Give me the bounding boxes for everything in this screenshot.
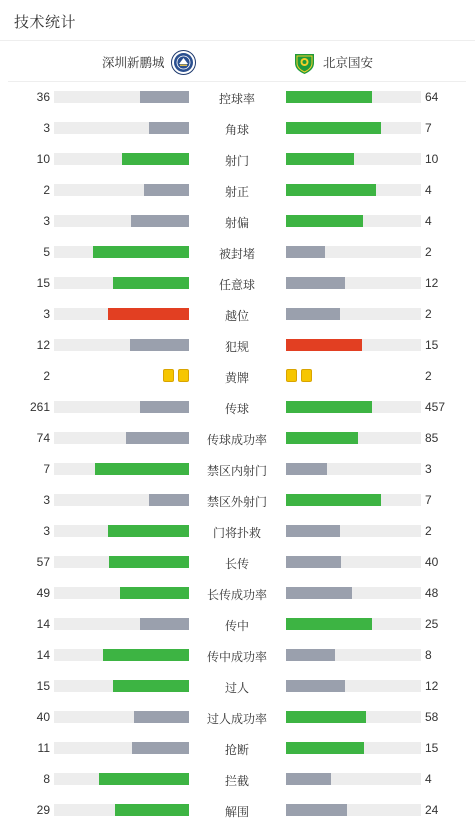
home-stat-bar-fill bbox=[109, 556, 189, 568]
away-stat-bar-fill bbox=[286, 494, 381, 506]
home-stat-bar-fill bbox=[122, 153, 190, 165]
home-stat-value: 5 bbox=[43, 245, 50, 259]
away-stat-bar-fill bbox=[286, 215, 363, 227]
stat-label: 角球 bbox=[224, 123, 249, 137]
home-stat-value: 3 bbox=[43, 121, 50, 135]
away-stat-bar-fill bbox=[286, 773, 331, 785]
stat-row bbox=[0, 206, 475, 237]
home-stat-bar bbox=[54, 556, 189, 568]
away-yellow-cards bbox=[286, 369, 312, 382]
stat-row bbox=[0, 237, 475, 268]
stat-label: 传球成功率 bbox=[206, 433, 267, 447]
stat-row bbox=[0, 113, 475, 144]
home-stat-value: 3 bbox=[43, 307, 50, 321]
stat-row bbox=[0, 454, 475, 485]
stat-label: 黄牌 bbox=[224, 371, 249, 385]
home-stat-bar-fill bbox=[103, 649, 189, 661]
away-stat-value: 10 bbox=[425, 152, 439, 166]
away-stat-value: 85 bbox=[425, 431, 439, 445]
stat-label: 禁区外射门 bbox=[206, 495, 267, 509]
away-stat-value: 8 bbox=[425, 648, 432, 662]
home-stat-value: 15 bbox=[36, 679, 50, 693]
stat-label: 过人 bbox=[224, 681, 249, 695]
home-stat-bar-fill bbox=[115, 804, 189, 816]
away-stat-bar-fill bbox=[286, 556, 341, 568]
home-stat-value: 40 bbox=[36, 710, 50, 724]
stat-row bbox=[0, 795, 475, 826]
away-stat-bar-fill bbox=[286, 618, 372, 630]
stat-label: 任意球 bbox=[218, 278, 255, 292]
home-stat-bar-fill bbox=[108, 308, 189, 320]
away-stat-bar bbox=[286, 587, 421, 599]
home-stat-bar bbox=[54, 184, 189, 196]
away-stat-value: 2 bbox=[425, 369, 432, 383]
away-stat-bar bbox=[286, 773, 421, 785]
stat-label: 射偏 bbox=[224, 216, 249, 230]
away-stat-value: 64 bbox=[425, 90, 439, 104]
stat-row bbox=[0, 423, 475, 454]
away-stat-bar-fill bbox=[286, 680, 345, 692]
away-stat-value: 40 bbox=[425, 555, 439, 569]
away-stat-value: 24 bbox=[425, 803, 439, 817]
home-stat-bar bbox=[54, 463, 189, 475]
away-stat-bar-fill bbox=[286, 91, 372, 103]
shenzhen-crest-icon bbox=[171, 50, 196, 75]
home-team[interactable] bbox=[102, 49, 196, 75]
away-stat-value: 457 bbox=[425, 400, 446, 414]
stat-row bbox=[0, 268, 475, 299]
away-stat-bar bbox=[286, 556, 421, 568]
stat-label: 越位 bbox=[224, 309, 249, 323]
home-stat-bar bbox=[54, 494, 189, 506]
stat-row bbox=[0, 578, 475, 609]
home-stat-value: 10 bbox=[36, 152, 50, 166]
away-stat-bar bbox=[286, 401, 421, 413]
stat-label: 被封堵 bbox=[218, 247, 255, 261]
away-stat-value: 25 bbox=[425, 617, 439, 631]
home-stat-bar-fill bbox=[140, 401, 189, 413]
away-stat-bar bbox=[286, 618, 421, 630]
away-stat-value: 15 bbox=[425, 741, 439, 755]
away-stat-bar bbox=[286, 122, 421, 134]
stat-row bbox=[0, 144, 475, 175]
home-stat-value: 49 bbox=[36, 586, 50, 600]
home-stat-value: 12 bbox=[36, 338, 50, 352]
away-stat-bar bbox=[286, 277, 421, 289]
stat-label: 抢断 bbox=[224, 743, 249, 757]
home-stat-value: 2 bbox=[43, 183, 50, 197]
home-stat-value: 11 bbox=[37, 741, 50, 755]
stat-row bbox=[0, 764, 475, 795]
stat-row bbox=[0, 330, 475, 361]
away-team[interactable] bbox=[292, 49, 373, 75]
away-stat-bar bbox=[286, 804, 421, 816]
home-stat-value: 8 bbox=[43, 772, 50, 786]
team-header bbox=[8, 41, 466, 82]
home-stat-bar-fill bbox=[131, 215, 189, 227]
away-stat-bar bbox=[286, 246, 421, 258]
home-stat-bar bbox=[54, 153, 189, 165]
away-stat-bar-fill bbox=[286, 339, 362, 351]
away-stat-bar bbox=[286, 494, 421, 506]
home-stat-bar-fill bbox=[99, 773, 189, 785]
stat-row bbox=[0, 485, 475, 516]
home-stat-value: 29 bbox=[36, 803, 50, 817]
away-stat-bar bbox=[286, 711, 421, 723]
away-stat-bar bbox=[286, 742, 421, 754]
away-stat-value: 2 bbox=[425, 307, 432, 321]
home-stat-bar bbox=[54, 525, 189, 537]
away-stat-bar-fill bbox=[286, 401, 372, 413]
stat-row bbox=[0, 361, 475, 392]
away-stat-bar-fill bbox=[286, 432, 358, 444]
stat-label: 传中成功率 bbox=[206, 650, 267, 664]
away-stat-bar bbox=[286, 432, 421, 444]
away-stat-value: 7 bbox=[425, 121, 432, 135]
away-stat-bar-fill bbox=[286, 122, 381, 134]
away-stat-bar-fill bbox=[286, 711, 366, 723]
away-stat-bar bbox=[286, 153, 421, 165]
home-stat-bar-fill bbox=[140, 618, 189, 630]
home-stat-bar bbox=[54, 773, 189, 785]
stat-row bbox=[0, 609, 475, 640]
home-stat-bar bbox=[54, 587, 189, 599]
title-bar bbox=[0, 0, 475, 41]
away-stat-bar-fill bbox=[286, 649, 335, 661]
away-stat-value: 2 bbox=[425, 524, 432, 538]
home-stat-value: 14 bbox=[36, 648, 50, 662]
away-stat-value: 58 bbox=[425, 710, 439, 724]
home-stat-bar bbox=[54, 122, 189, 134]
away-team-name: 北京国安 bbox=[323, 56, 374, 70]
home-stat-bar bbox=[54, 91, 189, 103]
home-stat-bar bbox=[54, 804, 189, 816]
home-stat-bar-fill bbox=[149, 494, 190, 506]
stat-label: 传球 bbox=[224, 402, 249, 416]
away-stat-bar-fill bbox=[286, 277, 345, 289]
away-stat-bar-fill bbox=[286, 463, 327, 475]
away-stat-value: 12 bbox=[425, 679, 439, 693]
yellow-card-icon bbox=[286, 369, 297, 382]
stat-label: 门将扑救 bbox=[212, 526, 261, 540]
stat-row bbox=[0, 175, 475, 206]
home-stat-value: 74 bbox=[36, 431, 50, 445]
away-stat-bar bbox=[286, 680, 421, 692]
home-stat-bar-fill bbox=[126, 432, 189, 444]
away-stat-bar-fill bbox=[286, 525, 340, 537]
stat-row bbox=[0, 82, 475, 113]
away-stat-bar bbox=[286, 91, 421, 103]
stat-row bbox=[0, 392, 475, 423]
home-stat-bar bbox=[54, 618, 189, 630]
stat-label: 射正 bbox=[224, 185, 249, 199]
stat-label: 禁区内射门 bbox=[206, 464, 267, 478]
away-stat-bar bbox=[286, 308, 421, 320]
away-stat-value: 15 bbox=[425, 338, 439, 352]
home-stat-bar-fill bbox=[93, 246, 189, 258]
home-stat-bar-fill bbox=[140, 91, 189, 103]
stat-row bbox=[0, 299, 475, 330]
away-stat-bar bbox=[286, 525, 421, 537]
stat-label: 长传成功率 bbox=[206, 588, 267, 602]
stat-row bbox=[0, 516, 475, 547]
home-stat-bar-fill bbox=[130, 339, 189, 351]
away-stat-bar-fill bbox=[286, 308, 340, 320]
stat-label: 犯规 bbox=[224, 340, 249, 354]
away-stat-value: 12 bbox=[425, 276, 439, 290]
away-stat-bar-fill bbox=[286, 804, 347, 816]
stat-label: 控球率 bbox=[218, 92, 255, 106]
away-stat-value: 3 bbox=[425, 462, 432, 476]
stat-label: 射门 bbox=[224, 154, 249, 168]
away-stat-bar-fill bbox=[286, 246, 325, 258]
home-stat-bar-fill bbox=[113, 680, 189, 692]
page-title: 技术统计 bbox=[14, 14, 77, 31]
stats-list bbox=[0, 82, 475, 826]
away-stat-bar bbox=[286, 463, 421, 475]
stat-label: 长传 bbox=[224, 557, 249, 571]
home-stat-bar bbox=[54, 277, 189, 289]
away-stat-value: 4 bbox=[425, 214, 432, 228]
home-stat-bar bbox=[54, 742, 189, 754]
home-stat-value: 261 bbox=[29, 400, 50, 414]
home-stat-bar-fill bbox=[95, 463, 190, 475]
home-stat-bar bbox=[54, 401, 189, 413]
away-stat-value: 4 bbox=[425, 772, 432, 786]
home-yellow-cards bbox=[163, 369, 189, 382]
away-stat-bar bbox=[286, 184, 421, 196]
away-stat-value: 2 bbox=[425, 245, 432, 259]
stat-row bbox=[0, 640, 475, 671]
home-stat-bar-fill bbox=[120, 587, 189, 599]
stat-row bbox=[0, 733, 475, 764]
stat-label: 拦截 bbox=[224, 774, 249, 788]
home-stat-bar bbox=[54, 339, 189, 351]
away-stat-bar-fill bbox=[286, 153, 354, 165]
stat-row bbox=[0, 671, 475, 702]
away-stat-value: 4 bbox=[425, 183, 432, 197]
home-stat-bar bbox=[54, 432, 189, 444]
home-stat-value: 57 bbox=[36, 555, 50, 569]
home-team-name: 深圳新鹏城 bbox=[102, 56, 165, 70]
home-stat-bar bbox=[54, 308, 189, 320]
away-stat-value: 7 bbox=[425, 493, 432, 507]
home-stat-value: 36 bbox=[36, 90, 50, 104]
home-stat-value: 3 bbox=[43, 493, 50, 507]
home-stat-value: 3 bbox=[43, 214, 50, 228]
stat-row bbox=[0, 702, 475, 733]
home-stat-bar-fill bbox=[144, 184, 189, 196]
away-stat-bar-fill bbox=[286, 184, 376, 196]
stat-label: 传中 bbox=[224, 619, 249, 633]
home-stat-bar-fill bbox=[113, 277, 189, 289]
yellow-card-icon bbox=[163, 369, 174, 382]
away-stat-bar bbox=[286, 649, 421, 661]
home-stat-value: 15 bbox=[36, 276, 50, 290]
home-stat-bar-fill bbox=[149, 122, 190, 134]
home-stat-bar bbox=[54, 215, 189, 227]
home-stat-bar bbox=[54, 680, 189, 692]
home-stat-bar bbox=[54, 711, 189, 723]
away-stat-value: 48 bbox=[425, 586, 439, 600]
away-stat-bar bbox=[286, 339, 421, 351]
away-stat-bar-fill bbox=[286, 587, 352, 599]
stat-label: 过人成功率 bbox=[206, 712, 267, 726]
home-stat-value: 3 bbox=[43, 524, 50, 538]
away-stat-bar-fill bbox=[286, 742, 364, 754]
home-stat-bar bbox=[54, 246, 189, 258]
home-stat-value: 2 bbox=[43, 369, 50, 383]
home-stat-bar bbox=[54, 649, 189, 661]
stat-row bbox=[0, 547, 475, 578]
home-stat-value: 14 bbox=[36, 617, 50, 631]
home-stat-bar-fill bbox=[132, 742, 189, 754]
home-stat-value: 7 bbox=[43, 462, 50, 476]
home-stat-bar-fill bbox=[134, 711, 189, 723]
beijing-crest-icon bbox=[292, 50, 317, 75]
home-stat-bar-fill bbox=[108, 525, 189, 537]
away-stat-bar bbox=[286, 215, 421, 227]
stat-label: 解围 bbox=[224, 805, 249, 819]
yellow-card-icon bbox=[301, 369, 312, 382]
